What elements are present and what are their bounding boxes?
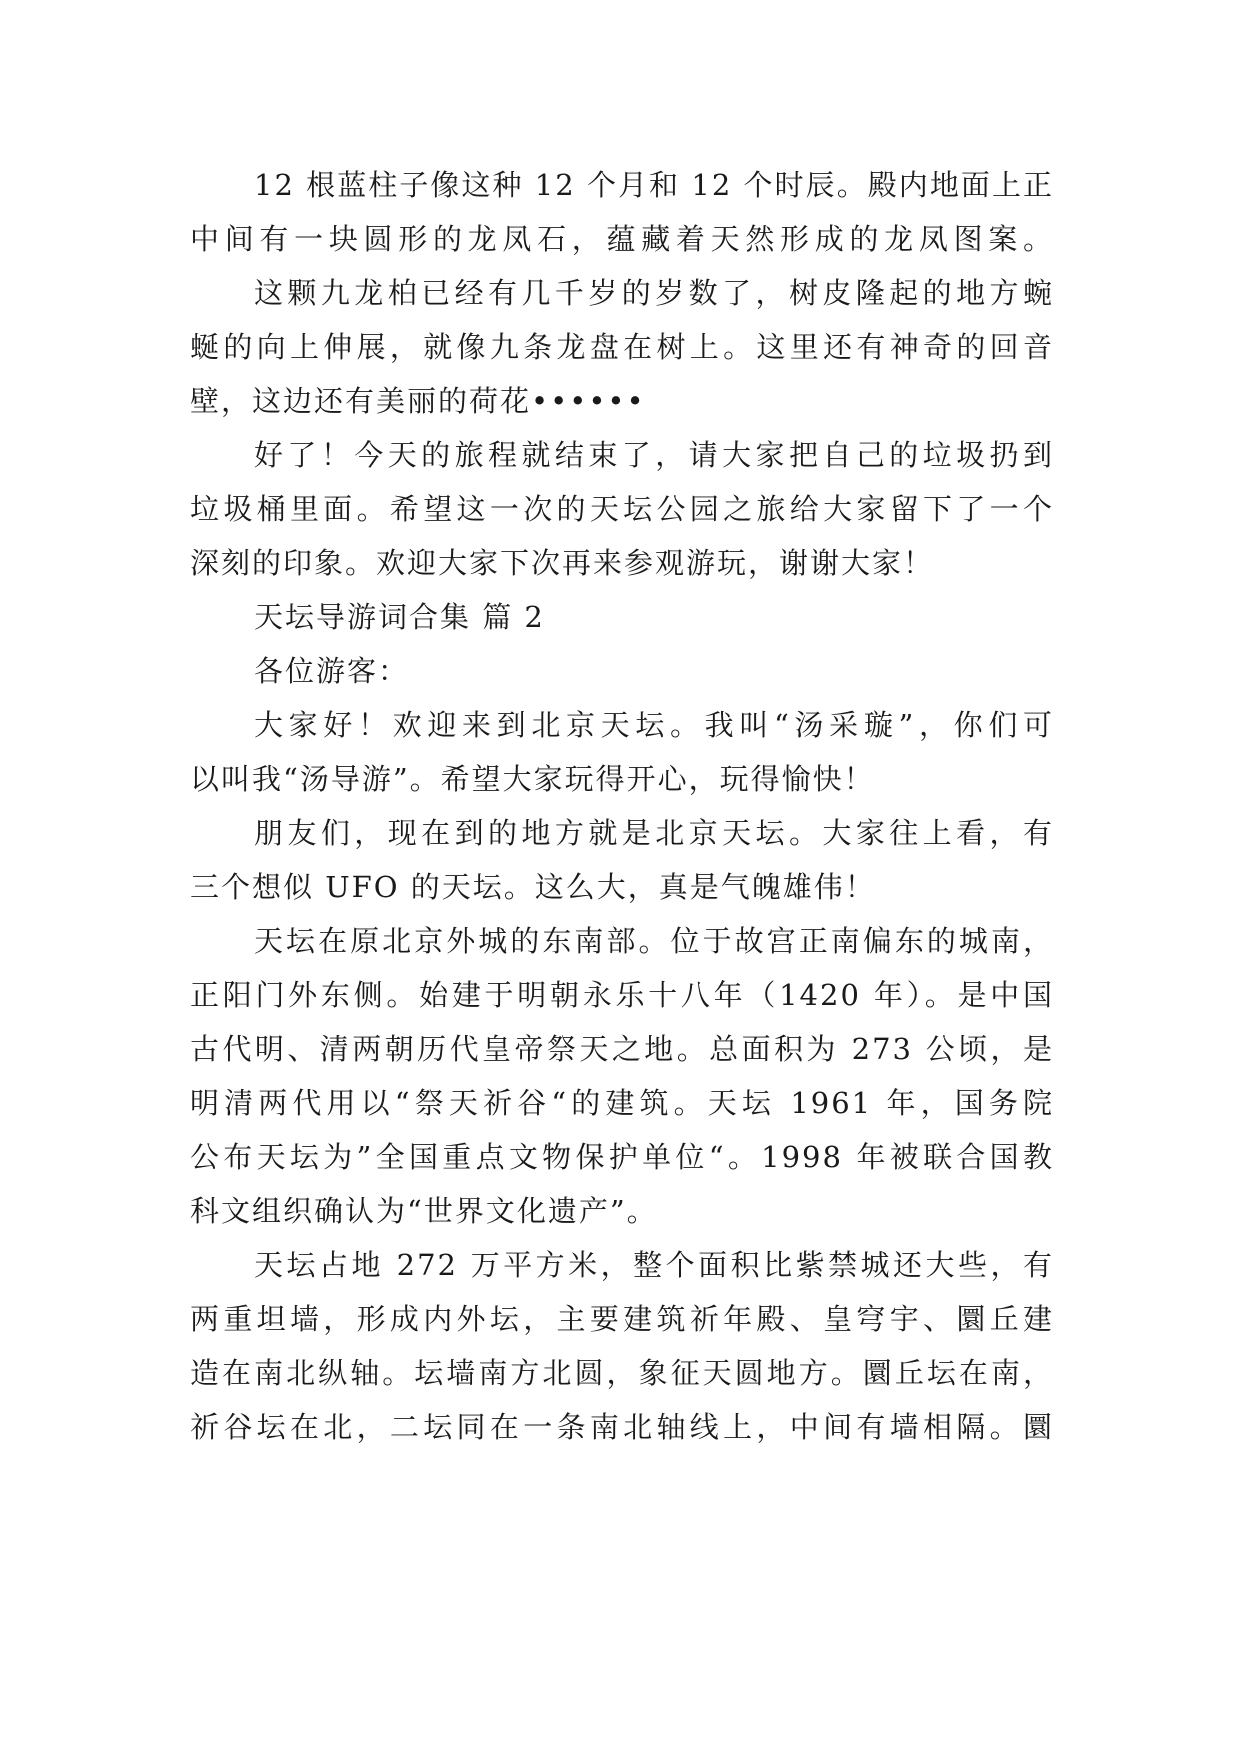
text-line: 明清两代用以“祭天祈谷“的建筑。天坛 1961 年，国务院 (190, 1086, 1054, 1120)
text-line: 古代明、清两朝历代皇帝祭天之地。总面积为 273 公顷，是 (190, 1032, 1054, 1066)
text-line: 天坛占地 272 万平方米，整个面积比紫禁城还大些，有 (254, 1248, 1054, 1282)
text-line: 正阳门外东侧。始建于明朝永乐十八年（1420 年）。是中国 (190, 978, 1054, 1012)
text-line: 壁，这边还有美丽的荷花•••••• (190, 384, 646, 418)
text-line: 蜒的向上伸展，就像九条龙盘在树上。这里还有神奇的回音 (190, 330, 1054, 364)
text-line: 这颗九龙柏已经有几千岁的岁数了，树皮隆起的地方蜿 (254, 276, 1054, 310)
text-line: 科文组织确认为“世界文化遗产”。 (190, 1194, 658, 1228)
text-line: 中间有一块圆形的龙凤石，蕴藏着天然形成的龙凤图案。 (190, 222, 1054, 256)
greeting-line: 各位游客： (254, 654, 410, 688)
text-line: 深刻的印象。欢迎大家下次再来参观游玩，谢谢大家！ (190, 546, 935, 580)
text-line: 两重坦墙，形成内外坛，主要建筑祈年殿、皇穹宇、圜丘建 (190, 1302, 1054, 1336)
text-line: 公布天坛为”全国重点文物保护单位“。1998 年被联合国教 (190, 1140, 1054, 1174)
text-line: 以叫我“汤导游”。希望大家玩得开心，玩得愉快！ (190, 762, 875, 796)
text-line: 垃圾桶里面。希望这一次的天坛公园之旅给大家留下了一个 (190, 492, 1054, 526)
text-line: 大家好！欢迎来到北京天坛。我叫“汤采璇”，你们可 (254, 708, 1054, 742)
text-line: 好了！今天的旅程就结束了，请大家把自己的垃圾扔到 (254, 438, 1054, 472)
text-line: 12 根蓝柱子像这种 12 个月和 12 个时辰。殿内地面上正 (254, 168, 1054, 202)
text-line: 天坛在原北京外城的东南部。位于故宫正南偏东的城南， (254, 924, 1054, 958)
text-line: 祈谷坛在北，二坛同在一条南北轴线上，中间有墙相隔。圜 (190, 1410, 1054, 1444)
section-heading: 天坛导游词合集 篇 2 (254, 600, 545, 634)
text-line: 三个想似 UFO 的天坛。这么大，真是气魄雄伟！ (190, 870, 876, 904)
text-line: 朋友们，现在到的地方就是北京天坛。大家往上看，有 (254, 816, 1054, 850)
text-line: 造在南北纵轴。坛墙南方北圆，象征天圆地方。圜丘坛在南， (190, 1356, 1054, 1390)
